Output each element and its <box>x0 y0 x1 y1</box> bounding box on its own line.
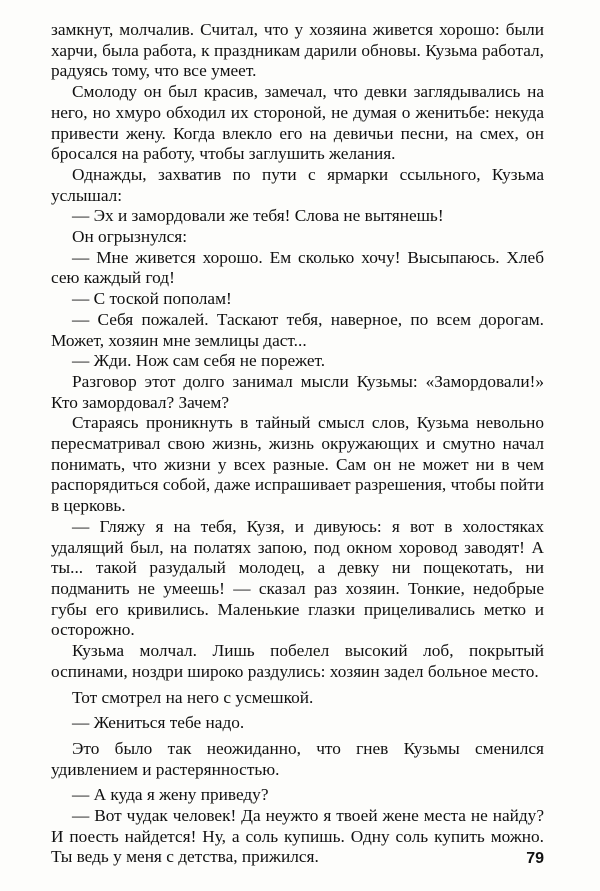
paragraph: Это было так неожиданно, что гнев Кузьмы сменился удивлением и растерянностью. <box>51 738 544 779</box>
dialogue-line: — Себя пожалей. Таскают тебя, наверное, по всем дорогам. Может, хозяин мне землицы даст... <box>51 309 544 350</box>
dialogue-line: — Жди. Нож сам себя не порежет. <box>72 351 326 371</box>
paragraph: Он огрызнулся: <box>72 227 188 247</box>
page-body-text <box>51 20 544 868</box>
page-number: 79 <box>526 850 544 867</box>
paragraph: Разговор этот долго занимал мысли Кузьмы: «Замордовали!» Кто замордовал? Зачем? <box>51 371 544 412</box>
dialogue-line: — Жениться тебе надо. <box>72 713 245 733</box>
dialogue-line: — С тоской пополам! <box>72 289 232 309</box>
dialogue-line: — Вот чудак человек! Да неужто я твоей жене места не найду? И поесть найдется! Ну, а соль купишь. Одну соль купить можно. Ты ведь у меня с детства, прижился. <box>51 806 544 867</box>
paragraph: Тот смотрел на него с усмешкой. <box>72 687 314 707</box>
dialogue-line: — Эх и замордовали же тебя! Слова не вытянешь! <box>72 206 444 226</box>
dialogue-line: — Гляжу я на тебя, Кузя, и дивуюсь: я вот в холостяках удалящий был, на полатях запою, под окном хоровод заводят! А ты... такой разудалый молодец, а девку ни пощекотать, ни подманить не умеешь! — сказал раз хозяин. Тонкие, недобрые губы его кривились. Маленькие глазки прицеливались метко и осторожно. <box>51 516 544 640</box>
dialogue-line: — Мне живется хорошо. Ем сколько хочу! Высыпаюсь. Хлеб сею каждый год! <box>51 247 544 288</box>
paragraph: замкнут, молчалив. Считал, что у хозяина живется хорошо: были харчи, была работа, к праздникам дарили обновы. Кузьма работал, радуясь тому, что все умеет. <box>51 20 544 81</box>
paragraph: Однажды, захватив по пути с ярмарки ссыльного, Кузьма услышал: <box>51 164 544 205</box>
paragraph: Смолоду он был красив, замечал, что девки заглядывались на него, но хмуро обходил их стороной, не думая о женитьбе: некуда привести жену. Когда влекло его на девичьи песни, на смех, он бросался на работу, чтобы заглушить желания. <box>51 82 544 164</box>
paragraph: Кузьма молчал. Лишь побелел высокий лоб, покрытый оспинами, ноздри широко раздулись: хозяин задел больное место. <box>51 641 544 681</box>
paragraph: Стараясь проникнуть в тайный смысл слов, Кузьма невольно пересматривал свою жизнь, жизнь окружающих и смутно начал понимать, что жизни у всех разные. Сам он не может ни в чем распорядиться собой, даже испрашивает разрешения, чтобы пойти в церковь. <box>51 413 544 516</box>
dialogue-line: — А куда я жену приведу? <box>72 785 269 805</box>
